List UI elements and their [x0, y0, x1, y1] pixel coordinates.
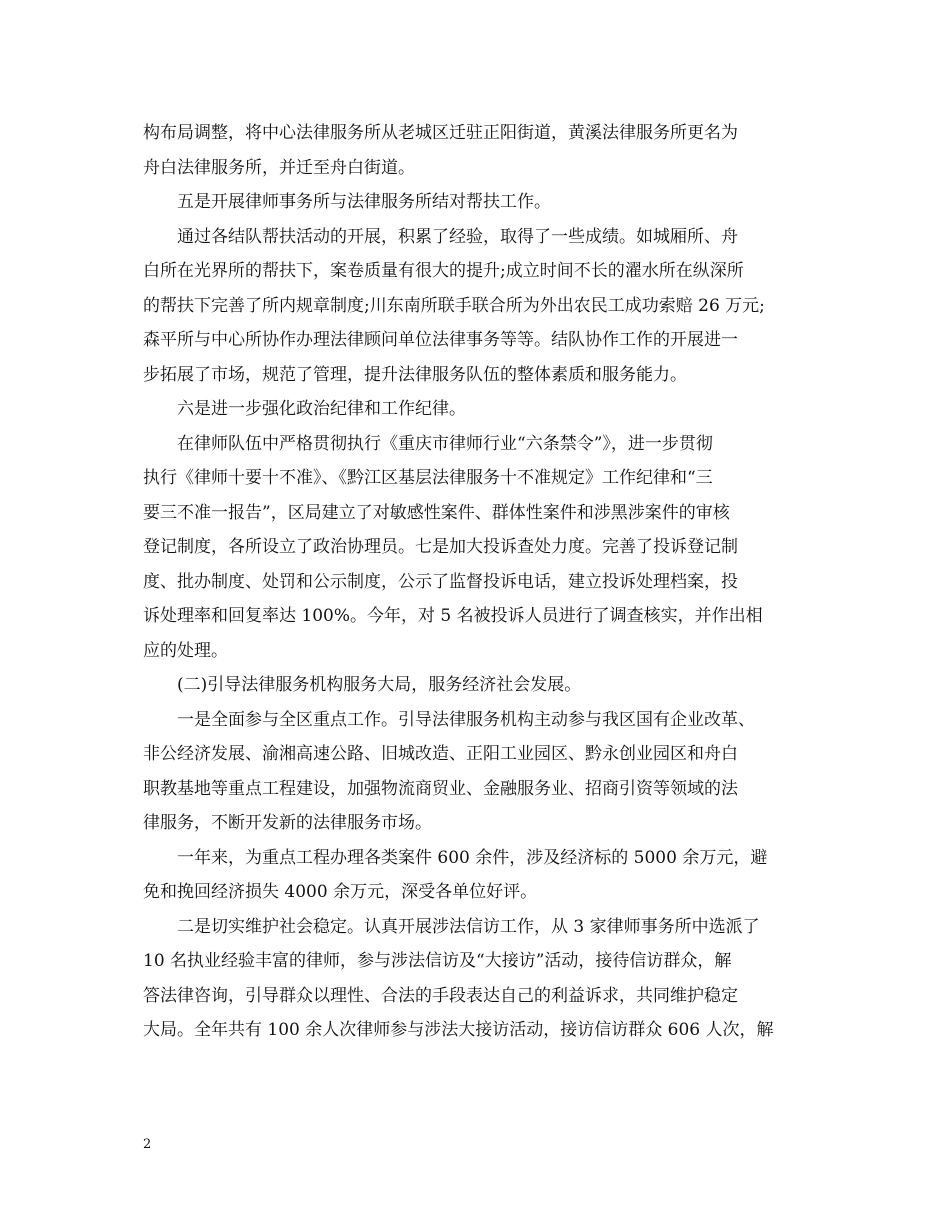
- paragraph-start: 通过各结队帮扶活动的开展，积累了经验，取得了一些成绩。如城厢所、舟: [177, 226, 738, 247]
- section-heading: 六是进一步强化政治纪律和工作纪律。: [177, 399, 466, 419]
- text-line: 诉处理率和回复率达 100%。今年，对 5 名被投诉人员进行了调查核实，并作出相: [143, 606, 763, 626]
- paragraph-start: 在律师队伍中严格贯彻执行《重庆市律师行业“六条禁令”》，进一步贯彻: [177, 433, 713, 454]
- text-line: 的帮扶下完善了所内规章制度;川东南所联手联合所为外出农民工成功索赔 26 万元;: [143, 295, 765, 316]
- text-line: 步拓展了市场，规范了管理，提升法律服务队伍的整体素质和服务能力。: [143, 364, 687, 385]
- paragraph-start: 二是切实维护社会稳定。认真开展涉法信访工作，从 3 家律师事务所中选派了: [177, 916, 760, 937]
- text-line: 非公经济发展、渝湘高速公路、旧城改造、正阳工业园区、黔永创业园区和舟白: [143, 744, 738, 764]
- text-line: 答法律咨询，引导群众以理性、合法的手段表达自己的利益诉求，共同维护稳定: [143, 985, 738, 1006]
- text-line: 森平所与中心所协作办理法律顾问单位法律事务等等。结队协作工作的开展进一: [143, 330, 738, 350]
- paragraph-start: 一年来，为重点工程办理各类案件 600 余件，涉及经济标的 5000 余万元，避: [177, 847, 768, 868]
- section-heading: (二)引导法律服务机构服务大局，服务经济社会发展。: [177, 675, 582, 695]
- text-line: 律服务，不断开发新的法律服务市场。: [143, 813, 432, 833]
- text-line: 应的处理。: [143, 640, 228, 661]
- text-line: 白所在光界所的帮扶下，案卷质量有很大的提升;成立时间不长的濯水所在纵深所: [143, 261, 744, 281]
- page-number: 2: [143, 1137, 152, 1152]
- document-body: [143, 116, 823, 1048]
- text-line: 要三不准一报告”，区局建立了对敏感性案件、群体性案件和涉黑涉案件的审核: [143, 502, 730, 523]
- text-line: 登记制度，各所设立了政治协理员。七是加大投诉查处力度。完善了投诉登记制: [143, 537, 738, 557]
- text-line: 度、批办制度、处罚和公示制度，公示了监督投诉电话，建立投诉处理档案，投: [143, 571, 738, 592]
- text-line: 职教基地等重点工程建设，加强物流商贸业、金融服务业、招商引资等领域的法: [143, 778, 738, 799]
- text-line: 构布局调整，将中心法律服务所从老城区迁驻正阳街道，黄溪法律服务所更名为: [143, 123, 738, 143]
- text-line: 舟白法律服务所，并迁至舟白街道。: [143, 157, 415, 178]
- text-line: 执行《律师十要十不准》、《黔江区基层法律服务十不准规定》工作纪律和“三: [143, 468, 713, 488]
- paragraph-start: 一是全面参与全区重点工作。引导法律服务机构主动参与我区国有企业改革、: [177, 709, 755, 730]
- section-heading: 五是开展律师事务所与法律服务所结对帮扶工作。: [177, 192, 551, 212]
- text-line: 10 名执业经验丰富的律师，参与涉法信访及“大接访”活动，接待信访群众，解: [143, 951, 732, 971]
- text-line: 免和挽回经济损失 4000 余万元，深受各单位好评。: [143, 882, 538, 902]
- text-line: 大局。全年共有 100 余人次律师参与涉法大接访活动，接访信访群众 606 人次，解: [143, 1020, 774, 1040]
